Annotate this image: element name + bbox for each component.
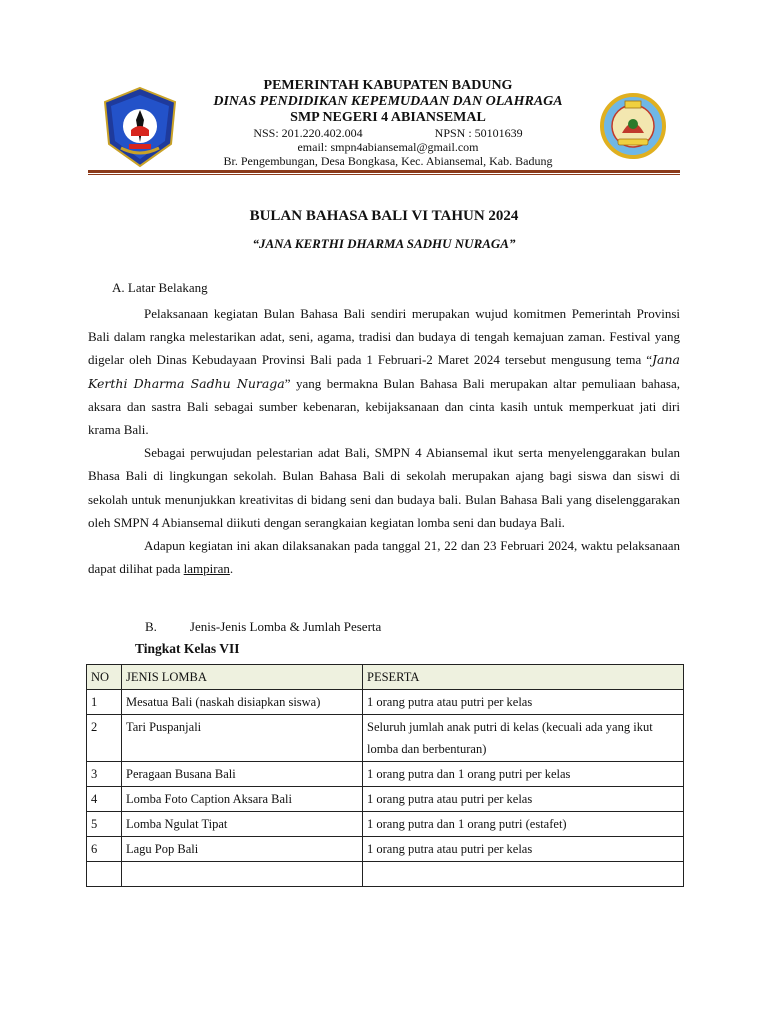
row-jenis: Lomba Foto Caption Aksara Bali <box>122 787 363 812</box>
document-title: BULAN BAHASA BALI VI TAHUN 2024 <box>249 208 519 224</box>
row-jenis: Lagu Pop Bali <box>122 837 363 862</box>
row-no: 6 <box>87 837 122 862</box>
school-emblem-icon <box>600 93 666 159</box>
nss-number: NSS: 201.220.402.004 <box>253 126 363 140</box>
lampiran-link[interactable]: lampiran <box>183 561 230 577</box>
row-no: 4 <box>87 787 122 812</box>
npsn-number: NPSN : 50101639 <box>434 126 523 140</box>
school-email: email: smpn4abiansemal@gmail.com <box>297 140 479 154</box>
letterhead <box>180 78 596 168</box>
government-name: PEMERINTAH KABUPATEN BADUNG <box>263 78 513 93</box>
paragraph-1 <box>88 302 680 441</box>
table-row <box>87 715 684 762</box>
school-name: SMP NEGERI 4 ABIANSEMAL <box>290 110 486 125</box>
row-jenis <box>122 862 363 887</box>
document-theme: “JANA KERTHI DHARMA SADHU NURAGA” <box>252 236 516 251</box>
school-address: Br. Pengembungan, Desa Bongkasa, Kec. Abiansemal, Kab. Badung <box>223 154 553 168</box>
row-no: 3 <box>87 762 122 787</box>
letterhead-divider-thin <box>88 174 680 175</box>
badung-regency-crest-icon <box>101 86 179 168</box>
school-ids <box>180 126 596 140</box>
row-peserta: 1 orang putra dan 1 orang putri (estafet) <box>363 812 684 837</box>
row-peserta: 1 orang putra atau putri per kelas <box>363 787 684 812</box>
row-peserta: 1 orang putra atau putri per kelas <box>363 837 684 862</box>
competition-table <box>86 664 684 887</box>
row-peserta: Seluruh jumlah anak putri di kelas (kecuali ada yang ikut lomba dan berbenturan) <box>363 715 684 762</box>
row-peserta: 1 orang putra atau putri per kelas <box>363 690 684 715</box>
paragraph-3 <box>88 534 680 580</box>
table-row <box>87 787 684 812</box>
row-jenis: Tari Puspanjali <box>122 715 363 762</box>
table-row <box>87 837 684 862</box>
department-name: DINAS PENDIDIKAN KEPEMUDAAN DAN OLAHRAGA <box>213 94 563 109</box>
table-row <box>87 690 684 715</box>
row-peserta <box>363 862 684 887</box>
background-text <box>88 302 680 580</box>
table-header-row <box>87 665 684 690</box>
paragraph-3-end: . <box>229 561 234 577</box>
grade-heading: Tingkat Kelas VII <box>135 641 240 656</box>
table-row-empty <box>87 862 684 887</box>
section-a-heading: A. Latar Belakang <box>112 280 208 295</box>
paragraph-2: Sebagai perwujudan pelestarian adat Bali, SMPN 4 Abiansemal ikut serta menyelenggarakan bulan Bhasa Bali di lingkungan sekolah. Bulan Bahasa Bali di sekolah merupakan ajang bagi siswa dan siswi di sekolah untuk menunjukkan kreativitas di bidang seni dan budaya bali. Bulan Bahasa Bali yang diselenggarakan oleh SMPN 4 Abiansemal diikuti dengan serangkaian kegiatan lomba seni dan budaya Bali. <box>88 445 680 530</box>
header-no: NO <box>87 665 122 690</box>
table-row <box>87 812 684 837</box>
row-jenis: Mesatua Bali (naskah disiapkan siswa) <box>122 690 363 715</box>
row-no: 1 <box>87 690 122 715</box>
section-b-label: Jenis-Jenis Lomba & Jumlah Peserta <box>189 619 382 634</box>
row-no: 5 <box>87 812 122 837</box>
paragraph-1-part-a: Pelaksanaan kegiatan Bulan Bahasa Bali sendiri merupakan wujud komitmen Pemerintah Provinsi Bali dalam rangka melestarikan adat, seni, agama, tradisi dan budaya di tengah kemajuan zaman. Festival yang digelar oleh Dinas Kebudayaan Provinsi Bali pada 1 Februari-2 Maret 2024 tersebut mengusung tema “ <box>88 306 680 368</box>
table-row <box>87 762 684 787</box>
paragraph-3-part-a: Adapun kegiatan ini akan dilaksanakan pada tanggal 21, 22 dan 23 Februari 2024, waktu pelaksanaan dapat dilihat pada <box>88 538 680 577</box>
row-no: 2 <box>87 715 122 762</box>
header-jenis-lomba: JENIS LOMBA <box>122 665 363 690</box>
row-no <box>87 862 122 887</box>
header-peserta: PESERTA <box>363 665 684 690</box>
row-jenis: Peragaan Busana Bali <box>122 762 363 787</box>
letterhead-divider <box>88 170 680 173</box>
paragraph-1-part-b: ” yang bermakna Bulan Bahasa Bali merupakan altar pemuliaan bahasa, aksara dan sastra Bali sebagai sumber kebenaran, kebijaksanaan dan cinta kasih untuk memperkuat jati diri krama Bali. <box>88 375 680 438</box>
section-b-letter: B. <box>145 619 157 634</box>
section-b-heading <box>145 619 381 635</box>
theme-name: Jana Kerthi Dharma Sadhu Nuraga <box>88 352 680 391</box>
row-peserta: 1 orang putra dan 1 orang putri per kelas <box>363 762 684 787</box>
row-jenis: Lomba Ngulat Tipat <box>122 812 363 837</box>
